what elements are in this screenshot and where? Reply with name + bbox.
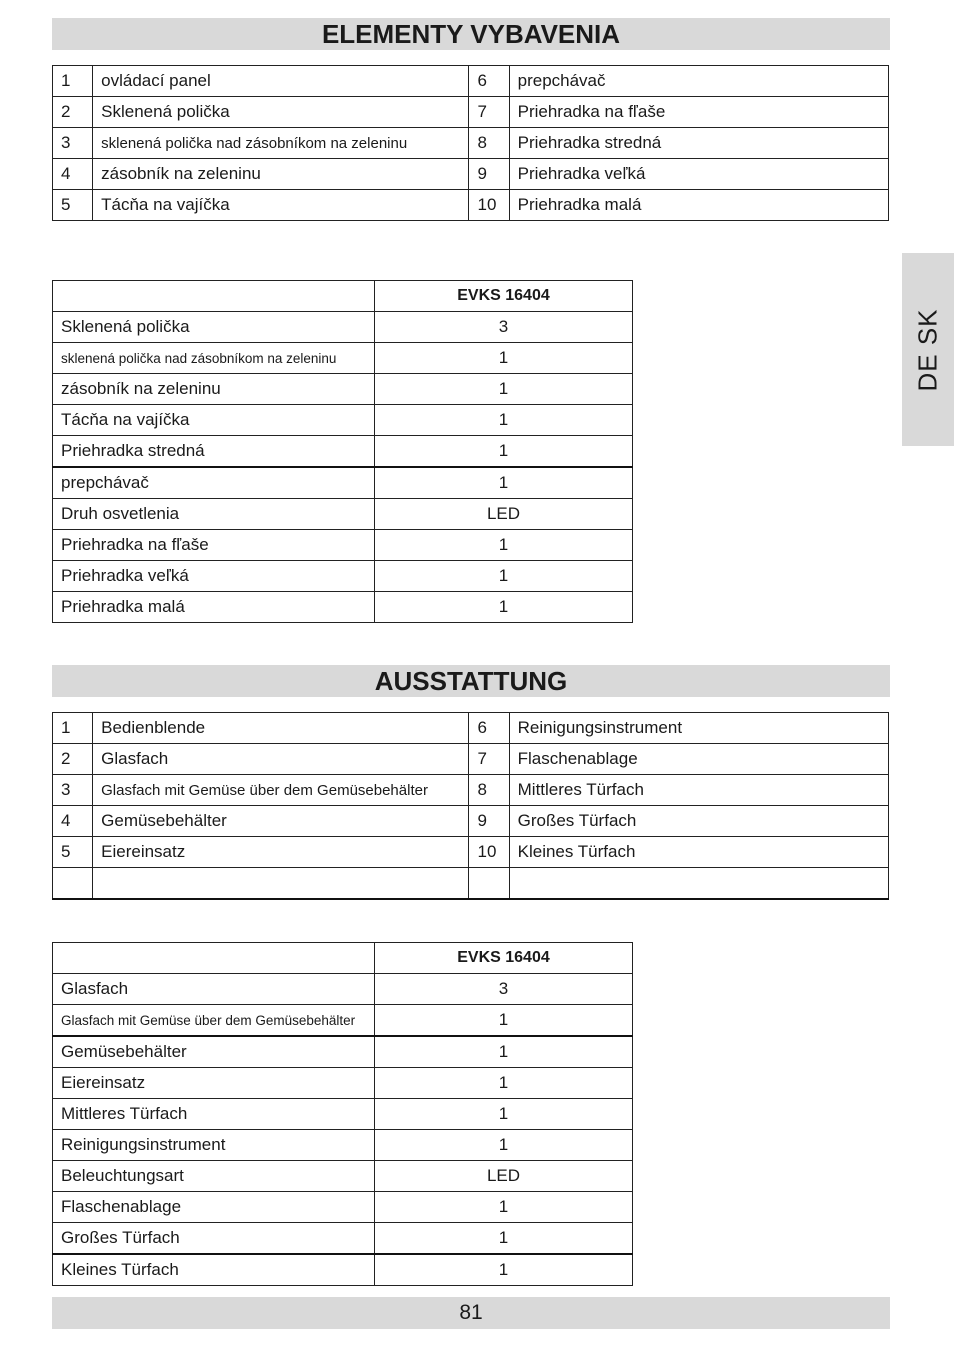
item-label: Priehradka malá: [509, 190, 888, 221]
model-header: EVKS 16404: [375, 281, 633, 312]
spec-item: zásobník na zeleninu: [53, 374, 375, 405]
page-number: 81: [52, 1297, 890, 1329]
item-number: 2: [53, 744, 93, 775]
table-row: [53, 1223, 633, 1255]
item-number: 10: [469, 190, 509, 221]
table-row: [53, 190, 889, 221]
item-label: Reinigungsinstrument: [509, 713, 888, 744]
spec-value: 1: [375, 592, 633, 623]
language-tab-label: DE SK: [912, 307, 943, 392]
item-number: 9: [469, 159, 509, 190]
spec-value: 1: [375, 467, 633, 499]
header-empty-cell: [53, 281, 375, 312]
table-row: [53, 561, 633, 592]
table-row: [53, 1161, 633, 1192]
spec-item: Reinigungsinstrument: [53, 1130, 375, 1161]
spec-item: prepchávač: [53, 467, 375, 499]
item-label: Sklenená polička: [93, 97, 469, 128]
table-row: [53, 837, 889, 868]
sk-spec-table: [52, 280, 633, 623]
item-number: 5: [53, 190, 93, 221]
spec-value: 1: [375, 1223, 633, 1255]
item-label: Eiereinsatz: [93, 837, 469, 868]
section-title-sk: ELEMENTY VYBAVENIA: [52, 18, 890, 50]
spec-value: 1: [375, 1099, 633, 1130]
sk-elements-table: [52, 65, 889, 221]
table-row: [53, 436, 633, 468]
table-row: [53, 1254, 633, 1286]
item-label: Großes Türfach: [509, 806, 888, 837]
spec-value: 1: [375, 1130, 633, 1161]
item-label: Kleines Türfach: [509, 837, 888, 868]
table-row: [53, 66, 889, 97]
item-label: Glasfach: [93, 744, 469, 775]
table-row: [53, 312, 633, 343]
spec-item: Glasfach mit Gemüse über dem Gemüsebehälter: [53, 1005, 375, 1037]
table-header-row: [53, 281, 633, 312]
spec-value: 3: [375, 312, 633, 343]
spec-value: 1: [375, 405, 633, 436]
item-label: [509, 868, 888, 900]
spec-item: Beleuchtungsart: [53, 1161, 375, 1192]
table-row: [53, 159, 889, 190]
spec-value: 1: [375, 561, 633, 592]
item-label: ovládací panel: [93, 66, 469, 97]
spec-item: Druh osvetlenia: [53, 499, 375, 530]
table-row: [53, 467, 633, 499]
item-label: Bedienblende: [93, 713, 469, 744]
spec-value: 1: [375, 530, 633, 561]
item-label: Flaschenablage: [509, 744, 888, 775]
item-number: 8: [469, 128, 509, 159]
table-row: [53, 374, 633, 405]
spec-value: 1: [375, 1068, 633, 1099]
spec-item: Priehradka stredná: [53, 436, 375, 468]
table-row: [53, 974, 633, 1005]
spec-item: Priehradka malá: [53, 592, 375, 623]
item-number: 2: [53, 97, 93, 128]
spec-value: 1: [375, 1005, 633, 1037]
model-header: EVKS 16404: [375, 943, 633, 974]
spec-item: Mittleres Türfach: [53, 1099, 375, 1130]
table-row: [53, 775, 889, 806]
spec-value: 1: [375, 1036, 633, 1068]
item-label: [93, 868, 469, 900]
item-number: 9: [469, 806, 509, 837]
item-number: [53, 868, 93, 900]
spec-value: LED: [375, 1161, 633, 1192]
de-spec-table: [52, 942, 633, 1286]
spec-value: 3: [375, 974, 633, 1005]
spec-item: Großes Türfach: [53, 1223, 375, 1255]
spec-item: Priehradka na fľaše: [53, 530, 375, 561]
spec-value: 1: [375, 1254, 633, 1286]
spec-item: Glasfach: [53, 974, 375, 1005]
item-label: Priehradka stredná: [509, 128, 888, 159]
table-row: [53, 1099, 633, 1130]
table-row: [53, 592, 633, 623]
item-label: Glasfach mit Gemüse über dem Gemüsebehälter: [93, 775, 469, 806]
spec-item: Kleines Türfach: [53, 1254, 375, 1286]
table-row: [53, 868, 889, 900]
table-row: [53, 1036, 633, 1068]
item-label: Tácňa na vajíčka: [93, 190, 469, 221]
item-number: 3: [53, 775, 93, 806]
item-number: 1: [53, 713, 93, 744]
item-label: Priehradka veľká: [509, 159, 888, 190]
spec-value: 1: [375, 1192, 633, 1223]
spec-item: Eiereinsatz: [53, 1068, 375, 1099]
table-row: [53, 343, 633, 374]
spec-item: Priehradka veľká: [53, 561, 375, 592]
spec-item: Flaschenablage: [53, 1192, 375, 1223]
spec-item: Sklenená polička: [53, 312, 375, 343]
table-row: [53, 128, 889, 159]
spec-item: sklenená polička nad zásobníkom na zeleninu: [53, 343, 375, 374]
item-number: 5: [53, 837, 93, 868]
item-label: Mittleres Türfach: [509, 775, 888, 806]
table-row: [53, 1068, 633, 1099]
spec-value: 1: [375, 374, 633, 405]
table-row: [53, 1005, 633, 1037]
item-number: 10: [469, 837, 509, 868]
table-row: [53, 530, 633, 561]
item-number: 4: [53, 806, 93, 837]
spec-value: LED: [375, 499, 633, 530]
item-label: sklenená polička nad zásobníkom na zeleninu: [93, 128, 469, 159]
item-label: zásobník na zeleninu: [93, 159, 469, 190]
spec-item: Tácňa na vajíčka: [53, 405, 375, 436]
table-row: [53, 499, 633, 530]
item-number: 7: [469, 97, 509, 128]
de-elements-table: [52, 712, 889, 900]
item-label: Priehradka na fľaše: [509, 97, 888, 128]
table-header-row: [53, 943, 633, 974]
item-number: [469, 868, 509, 900]
item-number: 6: [469, 66, 509, 97]
section-title-de: AUSSTATTUNG: [52, 665, 890, 697]
spec-value: 1: [375, 343, 633, 374]
item-label: Gemüsebehälter: [93, 806, 469, 837]
table-row: [53, 806, 889, 837]
item-label: prepchávač: [509, 66, 888, 97]
table-row: [53, 744, 889, 775]
item-number: 4: [53, 159, 93, 190]
language-tab: [902, 253, 954, 446]
table-row: [53, 713, 889, 744]
table-row: [53, 1130, 633, 1161]
spec-value: 1: [375, 436, 633, 468]
item-number: 6: [469, 713, 509, 744]
header-empty-cell: [53, 943, 375, 974]
item-number: 1: [53, 66, 93, 97]
table-row: [53, 97, 889, 128]
table-row: [53, 405, 633, 436]
spec-item: Gemüsebehälter: [53, 1036, 375, 1068]
item-number: 7: [469, 744, 509, 775]
table-row: [53, 1192, 633, 1223]
item-number: 3: [53, 128, 93, 159]
item-number: 8: [469, 775, 509, 806]
